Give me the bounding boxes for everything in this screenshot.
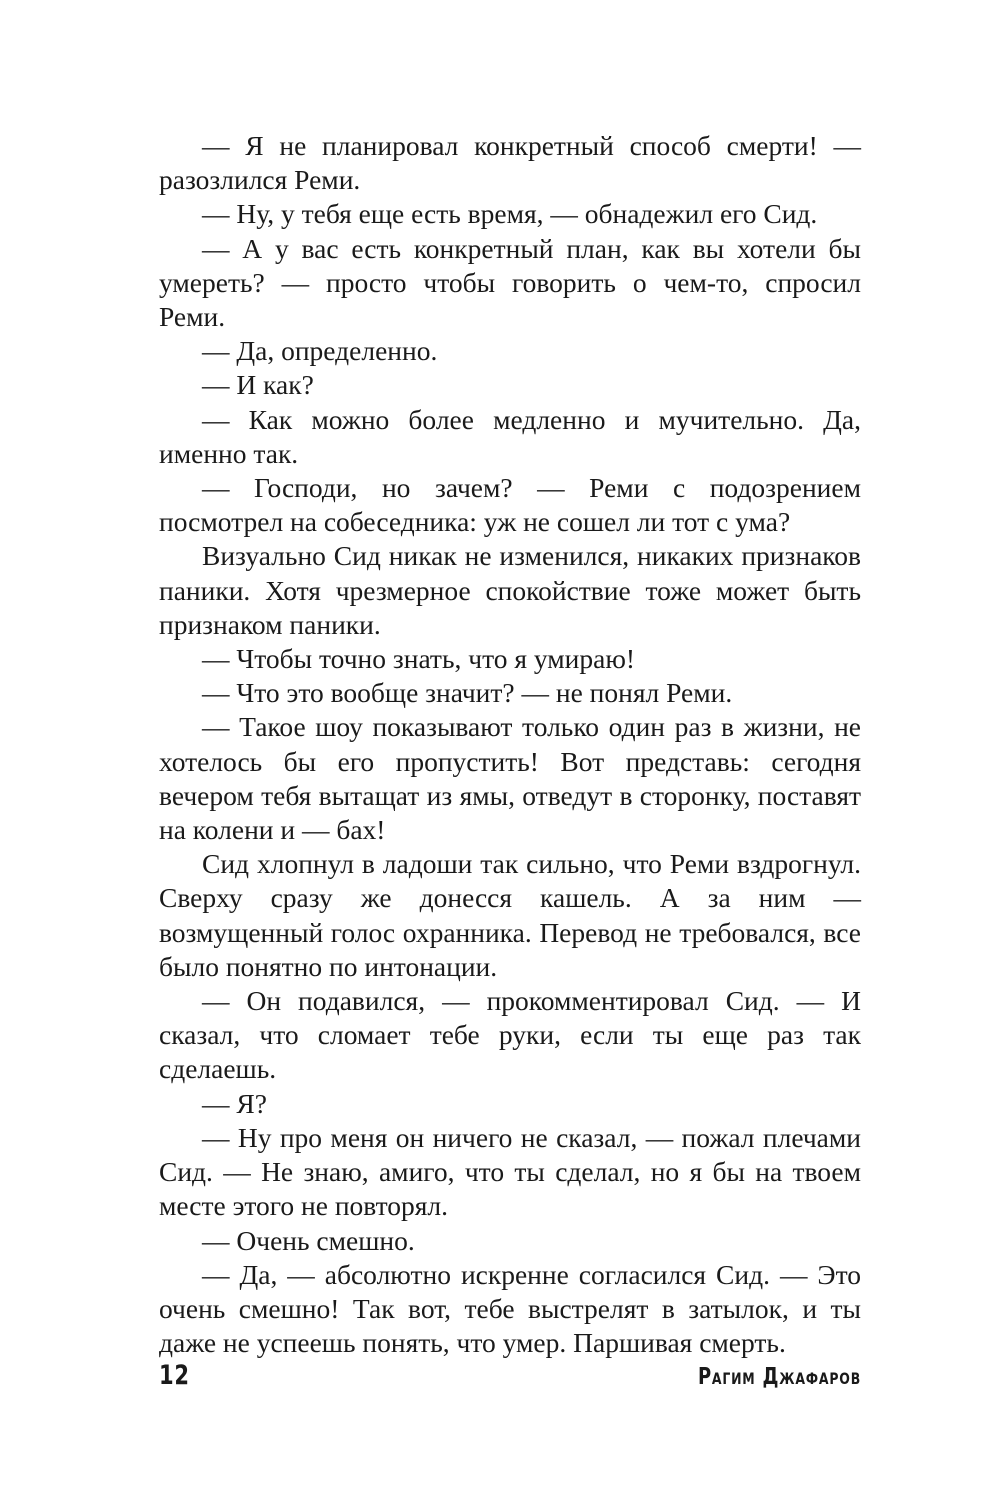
paragraph-11: — Такое шоу показывают только один раз в жизни, не хотелось бы его пропустить! Вот представь: сегодня вечером тебя вытащат из ямы, отведут в сторонку, поставят на колени и — бах! [159, 711, 861, 846]
paragraph-2: — Ну, у тебя еще есть время, — обнадежил его Сид. [202, 198, 818, 230]
paragraph-12: Сид хлопнул в ладоши так сильно, что Реми вздрогнул. Сверху сразу же донесся кашель. А за ним — возмущенный голос охранника. Перевод не требовался, все было понятно по интонации. [159, 848, 861, 982]
paragraph-8: Визуально Сид никак не изменился, никаких признаков паники. Хотя чрезмерное спокойствие тоже может быть признаком паники. [159, 540, 861, 640]
body-text [159, 129, 861, 1360]
paragraph-9: — Чтобы точно знать, что я умираю! [202, 643, 636, 675]
page-footer [159, 1360, 861, 1396]
paragraph-10: — Что это вообще значит? — не понял Реми. [202, 677, 733, 709]
paragraph-4: — Да, определенно. [202, 335, 438, 367]
paragraph-3: — А у вас есть конкретный план, как вы хотели бы умереть? — просто чтобы говорить о чем-то, спросил Реми. [159, 232, 861, 333]
paragraph-7: — Господи, но зачем? — Реми с подозрением посмотрел на собеседника: уж не сошел ли тот с ума? [159, 472, 861, 538]
paragraph-16: — Очень смешно. [202, 1224, 415, 1256]
paragraph-6: — Как можно более медленно и мучительно. Да, именно так. [159, 403, 861, 469]
paragraph-15: — Ну про меня он ничего не сказал, — пожал плечами Сид. — Не знаю, амиго, что ты сделал, но я бы на твоем месте этого не повторял. [159, 1121, 861, 1222]
paragraph-1: — Я не планировал конкретный способ смерти! — разозлился Реми. [159, 130, 861, 196]
running-footer-author: Рагим Джафаров [697, 1364, 861, 1390]
page-number: 12 [159, 1360, 190, 1391]
paragraph-13: — Он подавился, — прокомментировал Сид. — И сказал, что сломает тебе руки, если ты еще раз так сделаешь. [159, 985, 861, 1085]
paragraph-17: — Да, — абсолютно искренне согласился Сид. — Это очень смешно! Так вот, тебе выстрелят в затылок, и ты даже не успеешь понять, что умер. Паршивая смерть. [159, 1258, 861, 1359]
paragraph-14: — Я? [202, 1087, 267, 1119]
paragraph-5: — И как? [202, 369, 314, 401]
